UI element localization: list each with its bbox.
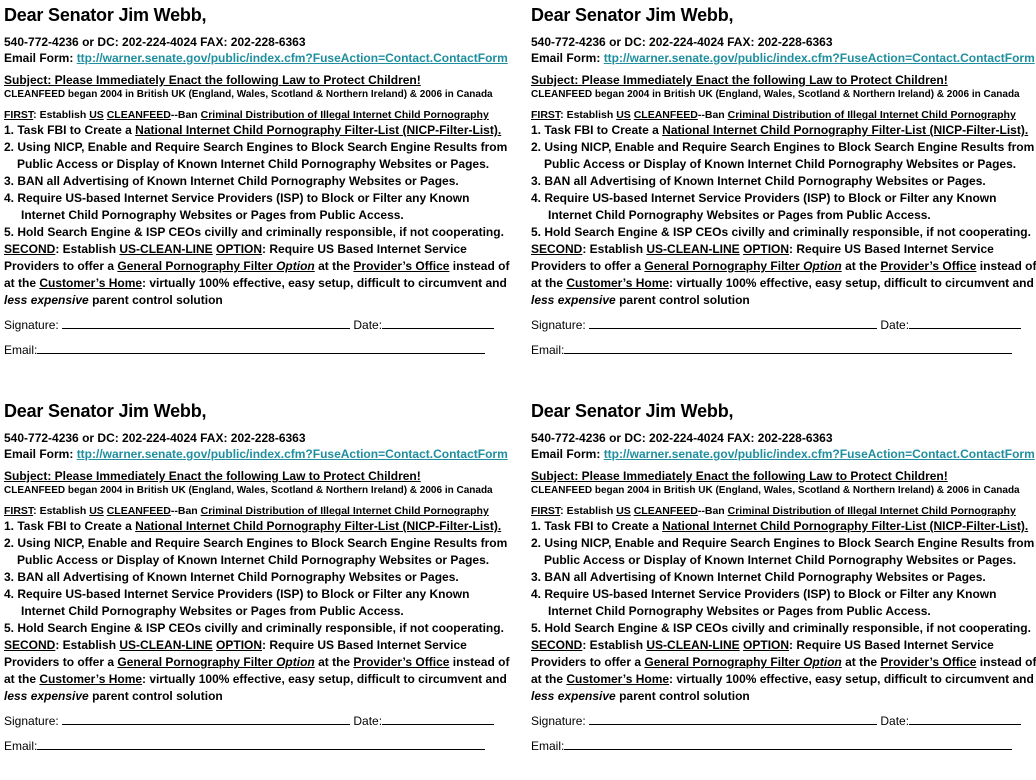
second-providers-office: Provider’s Office [880,259,977,273]
first-criminal: Criminal Distribution of Illegal Internet Child Pornography [200,109,489,121]
second-line-3 [4,275,507,292]
second-establish: : Establish [582,638,647,652]
item-5-line1: 5. Hold Search Engine & ISP CEOs civilly and criminally responsible, if not cooperating. [531,225,1031,239]
second-instead: instead of [449,259,510,273]
email-label: Email: [531,739,565,753]
list-item [531,586,1031,620]
cleanfeed-note: CLEANFEED began 2004 in British UK (England, Wales, Scotland & Northern Ireland) & 2006 in Canada [531,485,1020,496]
signature-field[interactable] [62,713,350,725]
list-item [531,139,1035,173]
first-criminal: Criminal Distribution of Illegal Internet Child Pornography [727,109,1016,121]
second-line-2 [4,654,510,671]
email-form-link[interactable]: ttp://warner.senate.gov/public/index.cfm?FuseAction=Contact.ContactForm [76,51,508,65]
item-1-link: National Internet Child Pornography Filter-List (NICP-Filter-List). [135,519,502,533]
second-line-2 [531,258,1036,275]
second-virtually: : virtually 100% effective, easy setup, difficult to circumvent and [142,672,507,686]
phone-line: 540-772-4236 or DC: 202-224-4024 FAX: 202-228-6363 [531,431,833,445]
list-item [4,535,508,569]
first-criminal: Criminal Distribution of Illegal Internet Child Pornography [727,505,1016,517]
first-establish: : Establish [560,109,617,121]
second-line-4 [4,292,504,309]
second-line-1 [4,637,504,654]
list-item [531,569,1031,586]
item-1-link: National Internet Child Pornography Filter-List (NICP-Filter-List). [662,519,1029,533]
salutation: Dear Senator Jim Webb, [531,5,734,25]
first-label: FIRST [531,109,561,121]
signature-line [4,713,504,729]
second-option-italic: Option [803,655,842,669]
item-4-line1: 4. Require US-based Internet Service Providers (ISP) to Block or Filter any Known [531,587,997,601]
item-3-line1: 3. BAN all Advertising of Known Internet Child Pornography Websites or Pages. [531,174,986,188]
second-at-the-2: at the [4,672,40,686]
second-option: OPTION [743,638,790,652]
second-customers-home: Customer’s Home [566,276,670,290]
item-2-line2: Public Access or Display of Known Internet Child Pornography Websites or Pages. [544,157,1017,171]
second-general-filter [117,259,314,273]
list-item [4,190,504,224]
item-2-line1: 2. Using NICP, Enable and Require Search Engines to Block Search Engine Results from [531,140,1035,154]
list-item [4,122,504,139]
item-3-line1: 3. BAN all Advertising of Known Internet Child Pornography Websites or Pages. [531,570,986,584]
email-field[interactable] [37,738,485,750]
first-ban: --Ban [170,505,201,517]
second-block [4,637,510,705]
item-4-line2: Internet Child Pornography Websites or Pages from Public Access. [21,208,404,222]
second-require: : Require US Based Internet Service [789,638,994,652]
second-line-2 [4,258,510,275]
second-clean-line: US-CLEAN-LINE [119,638,213,652]
signature-label: Signature: [531,318,590,332]
item-4-line2: Internet Child Pornography Websites or Pages from Public Access. [548,604,931,618]
second-clean-line: US-CLEAN-LINE [646,242,740,256]
first-cleanfeed: CLEANFEED [633,505,698,517]
item-2-line1: 2. Using NICP, Enable and Require Search Engines to Block Search Engine Results from [531,536,1035,550]
item-5-line1: 5. Hold Search Engine & ISP CEOs civilly and criminally responsible, if not cooperating. [531,621,1031,635]
second-instead: instead of [976,655,1036,669]
date-field[interactable] [382,713,494,725]
email-label: Email: [4,739,38,753]
date-label: Date: [350,318,383,332]
second-require: : Require US Based Internet Service [262,638,467,652]
email-form-link[interactable]: ttp://warner.senate.gov/public/index.cfm?FuseAction=Contact.ContactForm [603,447,1035,461]
first-line [4,108,504,122]
item-list [531,122,1035,241]
second-label: SECOND [531,638,583,652]
item-2-line2: Public Access or Display of Known Internet Child Pornography Websites or Pages. [544,553,1017,567]
list-item [531,518,1031,535]
first-ban: --Ban [697,505,728,517]
item-2-line2: Public Access or Display of Known Internet Child Pornography Websites or Pages. [17,157,490,171]
item-3-line1: 3. BAN all Advertising of Known Internet Child Pornography Websites or Pages. [4,174,459,188]
second-line-4 [531,292,1031,309]
second-providers: Providers to offer a [4,655,118,669]
first-line [531,504,1031,518]
second-instead: instead of [976,259,1036,273]
second-general-filter [117,655,314,669]
second-line-1 [4,241,504,258]
signature-field[interactable] [62,317,350,329]
item-4-line1: 4. Require US-based Internet Service Providers (ISP) to Block or Filter any Known [4,191,470,205]
email-line [4,342,504,358]
second-providers-office: Provider’s Office [880,655,977,669]
first-ban: --Ban [170,109,201,121]
list-item [4,518,504,535]
signature-label: Signature: [4,714,63,728]
first-establish: : Establish [33,505,90,517]
cleanfeed-note: CLEANFEED began 2004 in British UK (England, Wales, Scotland & Northern Ireland) & 2006 in Canada [531,89,1020,100]
date-label: Date: [350,714,383,728]
signature-line [531,317,1031,333]
signature-label: Signature: [531,714,590,728]
second-line-3 [531,275,1034,292]
list-item [531,535,1035,569]
second-at-the-2: at the [531,672,567,686]
second-at-the-2: at the [531,276,567,290]
email-form-label: Email Form: [531,51,604,65]
list-item [4,569,504,586]
second-less-expensive: less expensive [531,689,616,703]
list-item [4,620,504,637]
item-2-line2: Public Access or Display of Known Internet Child Pornography Websites or Pages. [17,553,490,567]
first-label: FIRST [531,505,561,517]
second-virtually: : virtually 100% effective, easy setup, difficult to circumvent and [142,276,507,290]
item-1-prefix: 1. Task FBI to Create a [531,123,663,137]
second-clean-line: US-CLEAN-LINE [119,242,213,256]
cleanfeed-note: CLEANFEED began 2004 in British UK (England, Wales, Scotland & Northern Ireland) & 2006 in Canada [4,89,493,100]
letter-bottom-left [4,396,510,780]
email-line [4,738,504,754]
salutation: Dear Senator Jim Webb, [4,5,207,25]
second-parent-control: parent control solution [88,293,223,307]
second-block [531,637,1036,705]
list-item [4,586,504,620]
first-us: US [89,109,104,121]
salutation: Dear Senator Jim Webb, [4,401,207,421]
second-option: OPTION [216,638,263,652]
second-establish: : Establish [55,242,120,256]
second-customers-home: Customer’s Home [39,672,143,686]
item-1-prefix: 1. Task FBI to Create a [4,519,136,533]
subject-line: Subject: Please Immediately Enact the following Law to Protect Children! [4,469,421,483]
email-form-link[interactable]: ttp://warner.senate.gov/public/index.cfm?FuseAction=Contact.ContactForm [603,51,1035,65]
signature-field[interactable] [589,713,877,725]
second-general-filter-text: General Pornography Filter [644,259,804,273]
email-form-line [4,50,508,67]
item-4-line2: Internet Child Pornography Websites or Pages from Public Access. [21,604,404,618]
date-label: Date: [877,714,910,728]
second-providers-office: Provider’s Office [353,655,450,669]
email-form-line [531,50,1035,67]
second-at-the: at the [841,655,881,669]
first-us: US [616,505,631,517]
cleanfeed-note: CLEANFEED began 2004 in British UK (England, Wales, Scotland & Northern Ireland) & 2006 in Canada [4,485,493,496]
second-providers-office: Provider’s Office [353,259,450,273]
email-form-line [531,446,1035,463]
second-providers: Providers to offer a [4,259,118,273]
second-virtually: : virtually 100% effective, easy setup, difficult to circumvent and [669,276,1034,290]
second-less-expensive: less expensive [4,293,89,307]
letter-bottom-right [531,396,1036,780]
second-general-filter-text: General Pornography Filter [644,655,804,669]
subject-line: Subject: Please Immediately Enact the following Law to Protect Children! [4,73,421,87]
second-general-filter [644,655,841,669]
email-form-label: Email Form: [4,51,77,65]
item-2-line1: 2. Using NICP, Enable and Require Search Engines to Block Search Engine Results from [4,536,508,550]
first-establish: : Establish [33,109,90,121]
email-line [531,342,1031,358]
second-general-filter-text: General Pornography Filter [117,655,277,669]
second-parent-control: parent control solution [615,293,750,307]
second-general-filter-text: General Pornography Filter [117,259,277,273]
email-field[interactable] [564,738,1012,750]
first-line [531,108,1031,122]
second-general-filter [644,259,841,273]
second-require: : Require US Based Internet Service [262,242,467,256]
second-less-expensive: less expensive [4,689,89,703]
letter-top-right [531,0,1036,384]
second-label: SECOND [4,638,56,652]
date-field[interactable] [909,317,1021,329]
list-item [4,173,504,190]
second-parent-control: parent control solution [615,689,750,703]
subject-line: Subject: Please Immediately Enact the following Law to Protect Children! [531,469,948,483]
second-less-expensive: less expensive [531,293,616,307]
second-require: : Require US Based Internet Service [789,242,994,256]
first-us: US [89,505,104,517]
second-establish: : Establish [55,638,120,652]
email-form-line [4,446,508,463]
second-providers: Providers to offer a [531,259,645,273]
email-field[interactable] [37,342,485,354]
date-field[interactable] [909,713,1021,725]
signature-line [531,713,1031,729]
first-cleanfeed: CLEANFEED [106,109,171,121]
list-item [531,190,1031,224]
second-line-3 [4,671,507,688]
first-cleanfeed: CLEANFEED [106,505,171,517]
second-customers-home: Customer’s Home [39,276,143,290]
item-4-line1: 4. Require US-based Internet Service Providers (ISP) to Block or Filter any Known [4,587,470,601]
list-item [531,173,1031,190]
first-cleanfeed: CLEANFEED [633,109,698,121]
first-us: US [616,109,631,121]
second-virtually: : virtually 100% effective, easy setup, difficult to circumvent and [669,672,1034,686]
item-1-prefix: 1. Task FBI to Create a [531,519,663,533]
email-label: Email: [531,343,565,357]
second-at-the: at the [314,655,354,669]
email-form-label: Email Form: [4,447,77,461]
first-line [4,504,504,518]
second-clean-line: US-CLEAN-LINE [646,638,740,652]
salutation: Dear Senator Jim Webb, [531,401,734,421]
second-at-the: at the [314,259,354,273]
date-field[interactable] [382,317,494,329]
second-option-italic: Option [276,259,315,273]
email-field[interactable] [564,342,1012,354]
second-option: OPTION [743,242,790,256]
list-item [4,139,508,173]
second-customers-home: Customer’s Home [566,672,670,686]
second-establish: : Establish [582,242,647,256]
list-item [531,122,1031,139]
second-at-the-2: at the [4,276,40,290]
list-item [4,224,504,241]
second-instead: instead of [449,655,510,669]
item-4-line1: 4. Require US-based Internet Service Providers (ISP) to Block or Filter any Known [531,191,997,205]
letter-top-left [4,0,510,384]
item-5-line1: 5. Hold Search Engine & ISP CEOs civilly and criminally responsible, if not cooperating. [4,621,504,635]
list-item [531,620,1031,637]
first-ban: --Ban [697,109,728,121]
item-1-prefix: 1. Task FBI to Create a [4,123,136,137]
item-4-line2: Internet Child Pornography Websites or Pages from Public Access. [548,208,931,222]
first-criminal: Criminal Distribution of Illegal Internet Child Pornography [200,505,489,517]
second-block [531,241,1036,309]
second-line-4 [4,688,504,705]
list-item [531,224,1031,241]
email-form-link[interactable]: ttp://warner.senate.gov/public/index.cfm?FuseAction=Contact.ContactForm [76,447,508,461]
item-1-link: National Internet Child Pornography Filter-List (NICP-Filter-List). [135,123,502,137]
second-option-italic: Option [276,655,315,669]
second-label: SECOND [531,242,583,256]
first-label: FIRST [4,505,34,517]
phone-line: 540-772-4236 or DC: 202-224-4024 FAX: 202-228-6363 [4,431,306,445]
item-list [531,518,1035,637]
second-line-3 [531,671,1034,688]
first-establish: : Establish [560,505,617,517]
item-3-line1: 3. BAN all Advertising of Known Internet Child Pornography Websites or Pages. [4,570,459,584]
second-at-the: at the [841,259,881,273]
email-form-label: Email Form: [531,447,604,461]
email-label: Email: [4,343,38,357]
phone-line: 540-772-4236 or DC: 202-224-4024 FAX: 202-228-6363 [531,35,833,49]
item-list [4,122,508,241]
phone-line: 540-772-4236 or DC: 202-224-4024 FAX: 202-228-6363 [4,35,306,49]
first-label: FIRST [4,109,34,121]
second-line-1 [531,241,1031,258]
signature-field[interactable] [589,317,877,329]
date-label: Date: [877,318,910,332]
second-option: OPTION [216,242,263,256]
signature-label: Signature: [4,318,63,332]
second-label: SECOND [4,242,56,256]
second-line-1 [531,637,1031,654]
item-2-line1: 2. Using NICP, Enable and Require Search Engines to Block Search Engine Results from [4,140,508,154]
second-block [4,241,510,309]
item-5-line1: 5. Hold Search Engine & ISP CEOs civilly and criminally responsible, if not cooperating. [4,225,504,239]
second-line-4 [531,688,1031,705]
email-line [531,738,1031,754]
item-list [4,518,508,637]
second-line-2 [531,654,1036,671]
second-providers: Providers to offer a [531,655,645,669]
second-parent-control: parent control solution [88,689,223,703]
subject-line: Subject: Please Immediately Enact the following Law to Protect Children! [531,73,948,87]
signature-line [4,317,504,333]
second-option-italic: Option [803,259,842,273]
item-1-link: National Internet Child Pornography Filter-List (NICP-Filter-List). [662,123,1029,137]
